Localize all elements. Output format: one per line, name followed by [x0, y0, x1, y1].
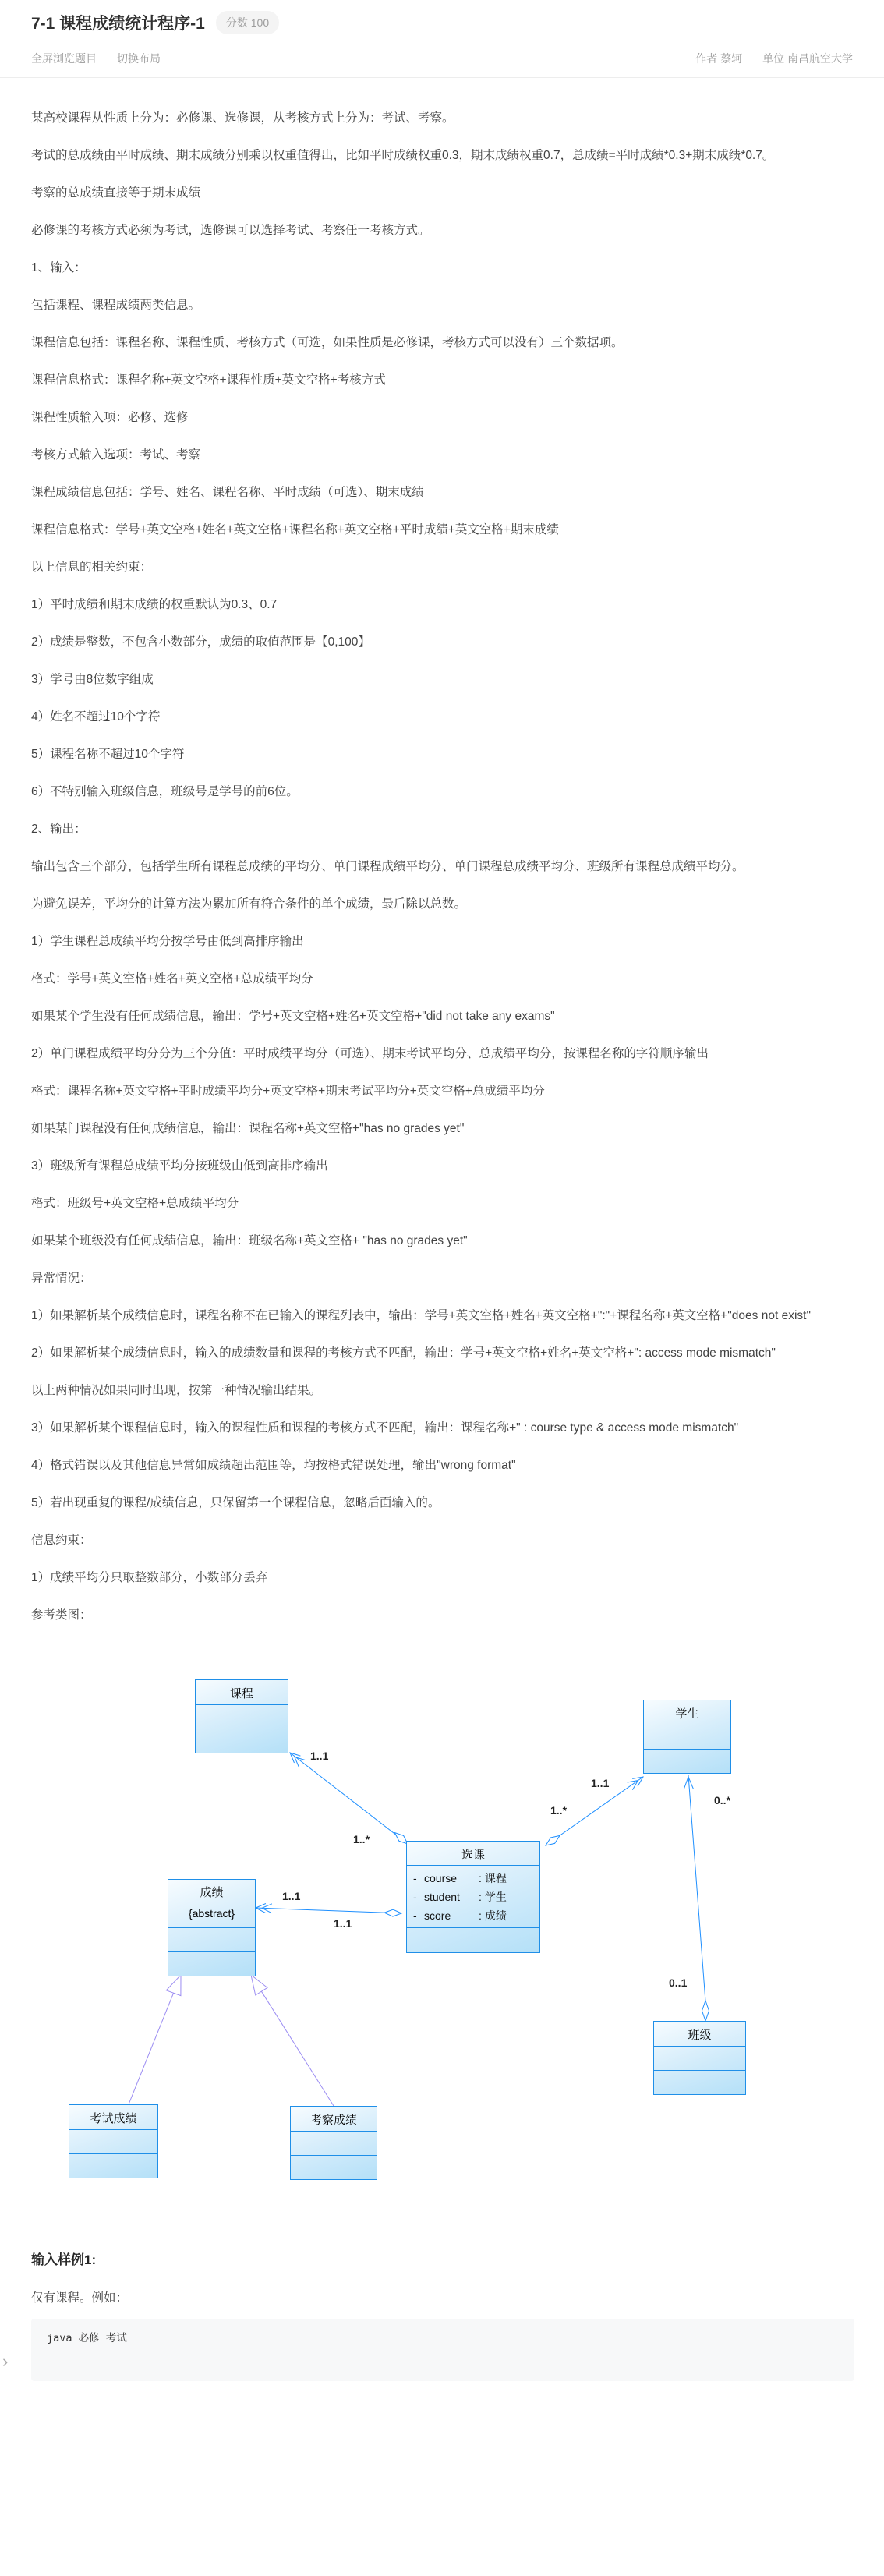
class-compartment: [654, 2070, 745, 2094]
paragraph: 考察的总成绩直接等于期末成绩: [31, 186, 201, 200]
toolbar: [31, 51, 853, 77]
attr-dash: -: [413, 1872, 417, 1884]
multiplicity-label: 1..*: [550, 1804, 568, 1817]
sample-input-section: [0, 2203, 884, 2381]
multiplicity-label: 1..*: [353, 1833, 370, 1845]
class-title-text: 成绩: [200, 1886, 224, 1899]
class-compartment: [654, 2046, 745, 2070]
class-compartment: [291, 2155, 377, 2179]
paragraph: 4）姓名不超过10个字符: [31, 710, 161, 724]
class-box-student: [643, 1700, 731, 1774]
org-label: 单位: [762, 52, 785, 65]
attr-separator: :: [479, 1891, 482, 1903]
paragraph: 异常情况：: [31, 1272, 92, 1285]
class-compartment: [168, 1927, 255, 1951]
paragraph: 3）如果解析某个课程信息时，输入的课程性质和课程的考核方式不匹配，输出：课程名称+" : course type & access mode mismatch": [31, 1421, 739, 1435]
paragraph: 如果某个班级没有任何成绩信息，输出：班级名称+英文空格+ "has no grades yet": [31, 1234, 468, 1247]
sample-input-heading: 输入样例1:: [31, 2252, 97, 2267]
association-enroll-course: [290, 1753, 410, 1846]
inheritance-assess-grade: [251, 1975, 334, 2106]
paragraph: 以上两种情况如果同时出现，按第一种情况输出结果。: [31, 1384, 322, 1397]
multiplicity-label: 1..1: [310, 1750, 329, 1762]
attr-name: course: [424, 1872, 458, 1884]
attr-name: score: [424, 1909, 451, 1922]
uml-class-diagram: [47, 1661, 780, 2203]
paragraph: 信息约束：: [31, 1534, 92, 1547]
switch-layout-link[interactable]: 切换布局: [117, 52, 161, 65]
attr-separator: :: [479, 1909, 482, 1922]
class-compartment: [196, 1704, 288, 1729]
attr-dash: -: [413, 1909, 417, 1922]
class-attributes: [407, 1865, 539, 1927]
score-badge: [216, 11, 279, 34]
paragraph: 考试的总成绩由平时成绩、期末成绩分别乘以权重值得出，比如平时成绩权重0.3，期末成绩权重0.7，总成绩=平时成绩*0.3+期末成绩*0.7。: [31, 149, 775, 162]
paragraph: 1）成绩平均分只取整数部分，小数部分丢弃: [31, 1571, 268, 1584]
paragraph: 必修课的考核方式必须为考试，选修课可以选择考试、考察任一考核方式。: [31, 224, 430, 237]
score-label: 分数: [225, 16, 248, 29]
class-compartment: [407, 1927, 539, 1952]
multiplicity-label: 0..*: [714, 1794, 731, 1806]
attr-type: 学生: [484, 1891, 507, 1903]
paragraph: 为避免误差，平均分的计算方法为累加所有符合条件的单个成绩，最后除以总数。: [31, 897, 467, 911]
paragraph: 如果某个学生没有任何成绩信息，输出：学号+英文空格+姓名+英文空格+"did not take any exams": [31, 1010, 555, 1023]
paragraph: 2、输出：: [31, 823, 87, 836]
paragraph: 3）班级所有课程总成绩平均分按班级由低到高排序输出: [31, 1159, 328, 1173]
paragraph: 考核方式输入选项：考试、考察: [31, 448, 201, 462]
attr-type: 课程: [484, 1872, 507, 1884]
multiplicity-label: 1..1: [282, 1890, 301, 1902]
paragraph: 2）成绩是整数，不包含小数部分，成绩的取值范围是【0,100】: [31, 635, 370, 649]
paragraph: 包括课程、课程成绩两类信息。: [31, 299, 201, 312]
sample-input-intro: 仅有课程。例如：: [31, 2291, 129, 2305]
class-box-grade: [168, 1879, 256, 1976]
class-box-assess-grade: [290, 2106, 377, 2180]
paragraph: 以上信息的相关约束：: [31, 561, 153, 574]
class-title: 考试成绩: [90, 2112, 137, 2125]
page-title: 7-1 课程成绩统计程序-1: [31, 15, 205, 33]
class-box-course: [195, 1679, 288, 1753]
class-box-class: [653, 2021, 746, 2095]
multiplicity-label: 0..1: [669, 1976, 688, 1989]
paragraph: 5）课程名称不超过10个字符: [31, 748, 185, 761]
association-enroll-grade: [256, 1904, 401, 1917]
class-box-exam-grade: [69, 2104, 158, 2178]
author-label: 作者: [695, 52, 718, 65]
paragraph: 1）如果解析某个成绩信息时，课程名称不在已输入的课程列表中，输出：学号+英文空格+姓名+英文空格+":"+课程名称+英文空格+"does not exist": [31, 1309, 811, 1322]
attr-separator: :: [479, 1872, 482, 1884]
org-name: 南昌航空大学: [787, 52, 853, 65]
author-name: 蔡轲: [720, 52, 743, 65]
score-value: 100: [250, 16, 270, 29]
paragraph: 2）单门课程成绩平均分分为三个分值：平时成绩平均分（可选）、期末考试平均分、总成绩平均分，按课程名称的字符顺序输出: [31, 1047, 709, 1060]
class-title: 选课: [461, 1849, 485, 1862]
class-box-enroll: [406, 1841, 540, 1953]
attr-type: 成绩: [484, 1909, 507, 1922]
panel-expand-arrow[interactable]: ›: [2, 2351, 9, 2371]
paragraph: 格式：课程名称+英文空格+平时成绩平均分+英文空格+期末考试平均分+英文空格+总成绩平均分: [31, 1085, 545, 1098]
paragraph: 如果某门课程没有任何成绩信息，输出：课程名称+英文空格+"has no grades yet": [31, 1122, 465, 1135]
class-compartment: [168, 1951, 255, 1976]
paragraph: 2）如果解析某个成绩信息时，输入的成绩数量和课程的考核方式不匹配，输出：学号+英文空格+姓名+英文空格+": access mode mismatch": [31, 1346, 776, 1360]
multiplicity-label: 1..1: [334, 1917, 352, 1930]
paragraph: 课程性质输入项：必修、选修: [31, 411, 189, 424]
paragraph: 6）不特别输入班级信息，班级号是学号的前6位。: [31, 785, 299, 798]
problem-statement: [0, 78, 884, 2203]
class-title: 课程: [229, 1687, 253, 1700]
class-compartment: [644, 1725, 730, 1749]
paragraph: 1、输入：: [31, 261, 87, 274]
attribute-row: [413, 1888, 535, 1906]
class-title: 考察成绩: [309, 2114, 357, 2127]
author-meta: [695, 51, 742, 66]
class-compartment: [291, 2131, 377, 2155]
class-compartment: [196, 1729, 288, 1753]
paragraph: 课程信息格式：学号+英文空格+姓名+英文空格+课程名称+英文空格+平时成绩+英文空格+期末成绩: [31, 523, 559, 536]
attribute-row: [413, 1869, 535, 1888]
abstract-stereotype: {abstract}: [188, 1907, 235, 1920]
paragraph: 参考类图：: [31, 1608, 92, 1622]
attr-dash: -: [413, 1891, 417, 1903]
paragraph: 课程信息格式：课程名称+英文空格+课程性质+英文空格+考核方式: [31, 373, 386, 387]
paragraph: 3）学号由8位数字组成: [31, 673, 154, 686]
class-title: 班级: [688, 2029, 712, 2042]
attribute-row: [413, 1906, 535, 1925]
paragraph: 4）格式错误以及其他信息异常如成绩超出范围等，均按格式错误处理，输出"wrong format": [31, 1459, 516, 1472]
org-meta: [762, 51, 853, 66]
class-compartment: [69, 2153, 157, 2178]
paragraph: 格式：班级号+英文空格+总成绩平均分: [31, 1197, 239, 1210]
paragraph: 5）若出现重复的课程/成绩信息，只保留第一个课程信息，忽略后面输入的。: [31, 1496, 440, 1509]
class-title: [168, 1880, 255, 1927]
paragraph: 课程信息包括：课程名称、课程性质、考核方式（可选，如果性质是必修课，考核方式可以没有）三个数据项。: [31, 336, 624, 349]
multiplicity-label: 1..1: [591, 1777, 610, 1789]
fullscreen-link[interactable]: 全屏浏览题目: [31, 52, 97, 65]
attr-name: student: [424, 1891, 460, 1903]
inheritance-exam-grade: [129, 1975, 181, 2104]
problem-header: [0, 0, 884, 77]
class-compartment: [644, 1749, 730, 1773]
class-title: 学生: [675, 1707, 699, 1721]
sample-input-code[interactable]: java 必修 考试: [31, 2319, 854, 2381]
paragraph: 格式：学号+英文空格+姓名+英文空格+总成绩平均分: [31, 972, 313, 985]
paragraph: 某高校课程从性质上分为：必修课、选修课，从考核方式上分为：考试、考察。: [31, 111, 454, 125]
association-student-class: [684, 1775, 709, 2021]
class-compartment: [69, 2129, 157, 2153]
paragraph: 1）平时成绩和期末成绩的权重默认为0.3、0.7: [31, 598, 278, 611]
paragraph: 课程成绩信息包括：学号、姓名、课程名称、平时成绩（可选）、期末成绩: [31, 486, 424, 499]
paragraph: 1）学生课程总成绩平均分按学号由低到高排序输出: [31, 935, 304, 948]
paragraph: 输出包含三个部分，包括学生所有课程总成绩的平均分、单门课程成绩平均分、单门课程总成绩平均分、班级所有课程总成绩平均分。: [31, 860, 744, 873]
